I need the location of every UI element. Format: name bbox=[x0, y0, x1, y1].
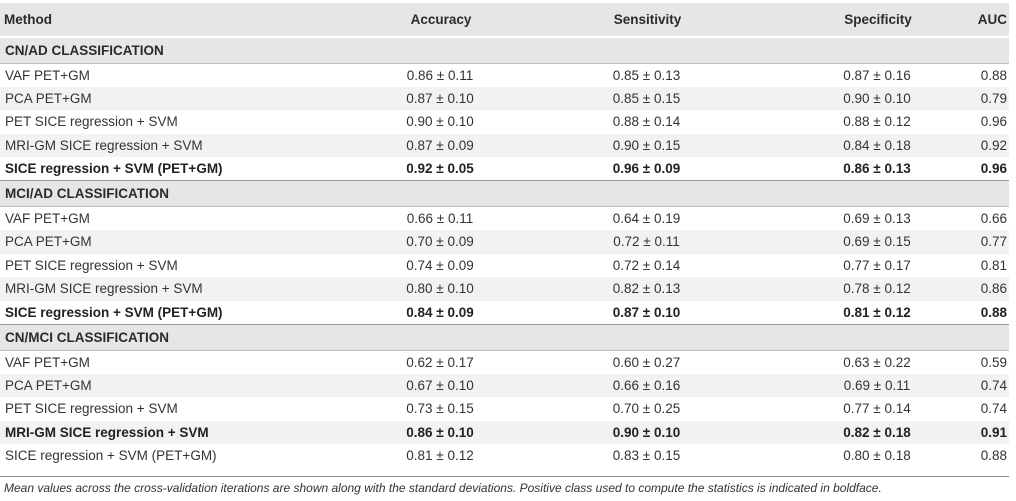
table-row bbox=[0, 301, 1009, 325]
cell-specificity: 0.80 ± 0.18 bbox=[843, 448, 911, 464]
cell-method: MRI-GM SICE regression + SVM bbox=[5, 137, 203, 153]
cell-specificity: 0.86 ± 0.13 bbox=[843, 161, 911, 176]
cell-accuracy: 0.92 ± 0.05 bbox=[406, 161, 474, 176]
cell-auc: 0.92 bbox=[980, 137, 1007, 153]
cell-accuracy: 0.73 ± 0.15 bbox=[406, 401, 474, 417]
cell-method: SICE regression + SVM (PET+GM) bbox=[5, 161, 223, 176]
cell-specificity: 0.81 ± 0.12 bbox=[843, 304, 911, 320]
cell-sensitivity: 0.90 ± 0.10 bbox=[612, 424, 681, 440]
cell-accuracy: 0.86 ± 0.11 bbox=[406, 67, 474, 83]
cell-auc: 0.66 bbox=[980, 211, 1007, 226]
section-header-row bbox=[0, 324, 1009, 350]
table-row bbox=[0, 230, 1009, 254]
table-caption: Mean values across the cross-validation iterations are shown along with the standard deviations. Positive class used to compute the statistics is indicated in boldface. bbox=[4, 481, 882, 495]
cell-method: SICE regression + SVM (PET+GM) bbox=[5, 304, 223, 320]
table-row bbox=[0, 397, 1009, 421]
cell-specificity: 0.88 ± 0.12 bbox=[843, 114, 911, 130]
cell-accuracy: 0.66 ± 0.11 bbox=[406, 211, 474, 226]
cell-auc: 0.96 bbox=[980, 161, 1007, 176]
table-row bbox=[0, 134, 1009, 158]
cell-accuracy: 0.74 ± 0.09 bbox=[406, 257, 474, 273]
cell-specificity: 0.77 ± 0.17 bbox=[843, 257, 911, 273]
cell-accuracy: 0.67 ± 0.10 bbox=[406, 377, 474, 393]
cell-sensitivity: 0.85 ± 0.15 bbox=[612, 90, 681, 106]
section-title: CN/MCI CLASSIFICATION bbox=[0, 324, 1009, 350]
cell-method: VAF PET+GM bbox=[5, 354, 90, 370]
header-specificity: Specificity bbox=[844, 12, 912, 27]
cell-sensitivity: 0.64 ± 0.19 bbox=[612, 211, 681, 226]
cell-auc: 0.88 bbox=[980, 67, 1007, 83]
table-row bbox=[0, 421, 1009, 445]
cell-auc: 0.77 bbox=[980, 234, 1007, 250]
table-row bbox=[0, 157, 1009, 181]
cell-sensitivity: 0.90 ± 0.15 bbox=[612, 137, 681, 153]
header-row bbox=[0, 3, 1009, 37]
cell-specificity: 0.78 ± 0.12 bbox=[843, 281, 911, 297]
table-body bbox=[0, 37, 1009, 468]
cell-sensitivity: 0.88 ± 0.14 bbox=[612, 114, 681, 130]
cell-specificity: 0.87 ± 0.16 bbox=[843, 67, 911, 83]
cell-method: PCA PET+GM bbox=[5, 90, 92, 106]
table-row bbox=[0, 110, 1009, 134]
cell-method: PET SICE regression + SVM bbox=[5, 114, 178, 130]
cell-method: MRI-GM SICE regression + SVM bbox=[5, 424, 209, 440]
cell-auc: 0.59 bbox=[980, 354, 1007, 370]
cell-accuracy: 0.84 ± 0.09 bbox=[406, 304, 474, 320]
cell-sensitivity: 0.83 ± 0.15 bbox=[612, 448, 681, 464]
table-row bbox=[0, 207, 1009, 231]
cell-sensitivity: 0.82 ± 0.13 bbox=[612, 281, 681, 297]
cell-accuracy: 0.90 ± 0.10 bbox=[406, 114, 474, 130]
cell-sensitivity: 0.85 ± 0.13 bbox=[612, 67, 681, 83]
cell-method: PET SICE regression + SVM bbox=[5, 257, 178, 273]
cell-accuracy: 0.70 ± 0.09 bbox=[406, 234, 474, 250]
cell-sensitivity: 0.72 ± 0.11 bbox=[613, 234, 680, 250]
cell-auc: 0.81 bbox=[980, 257, 1007, 273]
cell-method: MRI-GM SICE regression + SVM bbox=[5, 281, 203, 297]
cell-method: PCA PET+GM bbox=[5, 377, 92, 393]
cell-accuracy: 0.62 ± 0.17 bbox=[406, 354, 474, 370]
table-row bbox=[0, 277, 1009, 301]
cell-sensitivity: 0.87 ± 0.10 bbox=[612, 304, 681, 320]
cell-specificity: 0.69 ± 0.13 bbox=[843, 211, 911, 226]
cell-accuracy: 0.80 ± 0.10 bbox=[406, 281, 474, 297]
cell-specificity: 0.69 ± 0.15 bbox=[843, 234, 911, 250]
cell-sensitivity: 0.70 ± 0.25 bbox=[612, 401, 681, 417]
section-title: CN/AD CLASSIFICATION bbox=[0, 37, 1009, 63]
cell-specificity: 0.90 ± 0.10 bbox=[843, 90, 911, 106]
table-header bbox=[0, 3, 1009, 37]
cell-method: PCA PET+GM bbox=[5, 234, 92, 250]
cell-accuracy: 0.87 ± 0.09 bbox=[406, 137, 474, 153]
cell-auc: 0.91 bbox=[980, 424, 1007, 440]
table-row bbox=[0, 374, 1009, 398]
cell-accuracy: 0.86 ± 0.10 bbox=[406, 424, 474, 440]
table-row bbox=[0, 87, 1009, 111]
table-row bbox=[0, 350, 1009, 374]
cell-auc: 0.88 bbox=[980, 448, 1007, 464]
cell-sensitivity: 0.66 ± 0.16 bbox=[612, 377, 681, 393]
cell-auc: 0.86 bbox=[980, 281, 1007, 297]
results-table bbox=[0, 3, 1009, 468]
cell-auc: 0.74 bbox=[980, 401, 1007, 417]
cell-method: SICE regression + SVM (PET+GM) bbox=[5, 448, 217, 464]
cell-specificity: 0.84 ± 0.18 bbox=[843, 137, 911, 153]
cell-method: PET SICE regression + SVM bbox=[5, 401, 178, 417]
cell-specificity: 0.82 ± 0.18 bbox=[843, 424, 911, 440]
section-header-row bbox=[0, 37, 1009, 63]
cell-specificity: 0.63 ± 0.22 bbox=[843, 354, 911, 370]
header-sensitivity: Sensitivity bbox=[613, 12, 682, 27]
header-accuracy: Accuracy bbox=[410, 12, 472, 27]
cell-method: VAF PET+GM bbox=[5, 211, 90, 226]
cell-auc: 0.88 bbox=[980, 304, 1007, 320]
table-row bbox=[0, 444, 1009, 468]
cell-specificity: 0.69 ± 0.11 bbox=[843, 377, 911, 393]
table-row bbox=[0, 254, 1009, 278]
cell-accuracy: 0.87 ± 0.10 bbox=[406, 90, 474, 106]
cell-method: VAF PET+GM bbox=[5, 67, 90, 83]
table-bottom-rule bbox=[0, 476, 1009, 477]
cell-auc: 0.74 bbox=[980, 377, 1007, 393]
cell-specificity: 0.77 ± 0.14 bbox=[843, 401, 911, 417]
section-header-row bbox=[0, 181, 1009, 207]
cell-sensitivity: 0.72 ± 0.14 bbox=[612, 257, 681, 273]
cell-auc: 0.96 bbox=[980, 114, 1007, 130]
cell-sensitivity: 0.96 ± 0.09 bbox=[612, 161, 681, 176]
cell-sensitivity: 0.60 ± 0.27 bbox=[612, 354, 681, 370]
section-title: MCI/AD CLASSIFICATION bbox=[0, 181, 1009, 207]
header-method: Method bbox=[4, 12, 52, 27]
cell-auc: 0.79 bbox=[980, 90, 1007, 106]
header-auc: AUC bbox=[977, 12, 1007, 27]
table-row bbox=[0, 63, 1009, 87]
cell-accuracy: 0.81 ± 0.12 bbox=[406, 448, 474, 464]
